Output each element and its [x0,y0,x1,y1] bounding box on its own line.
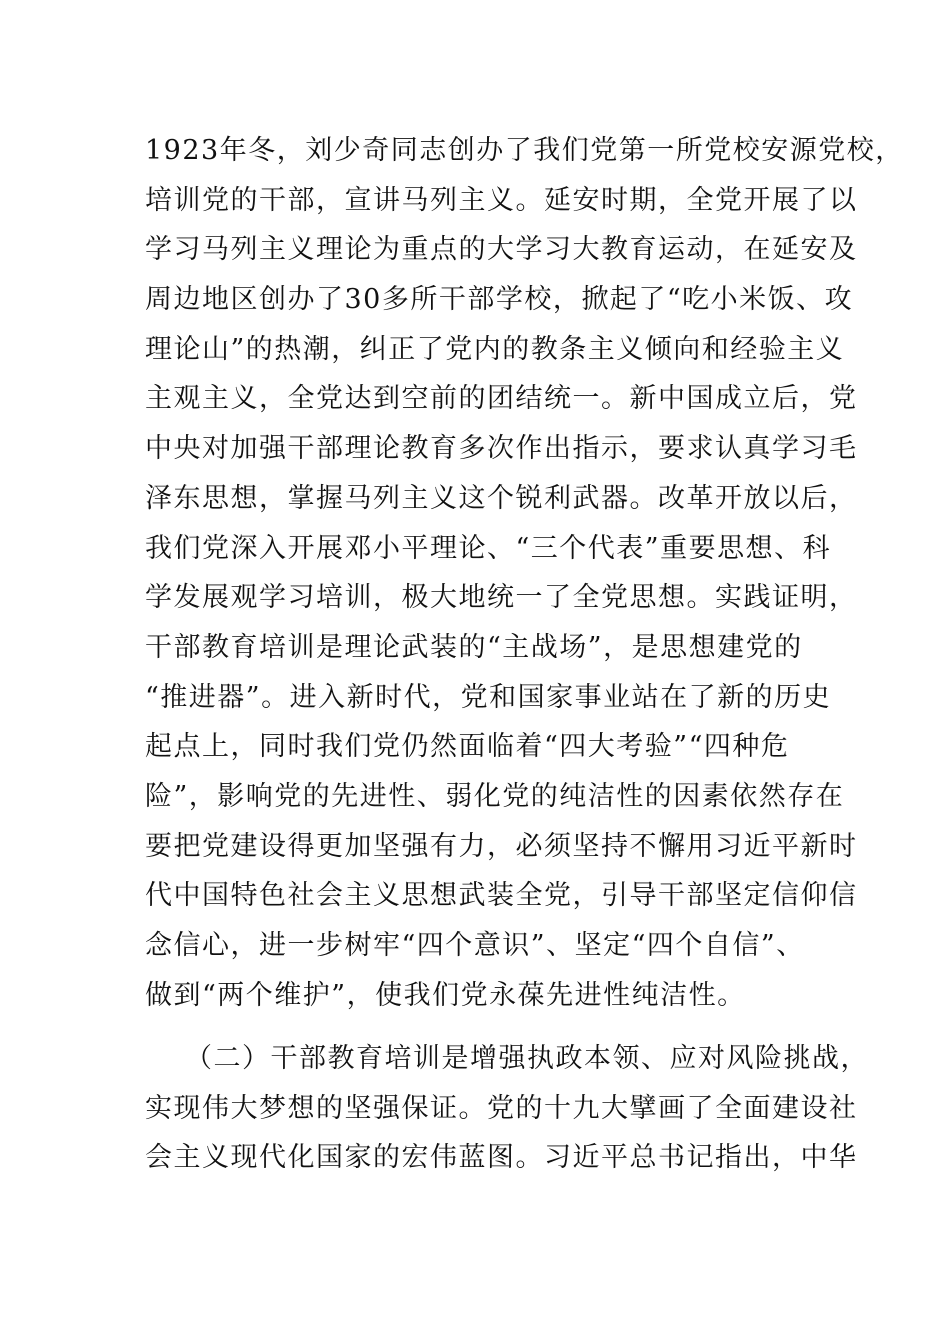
text-line: 培训党的干部，宣讲马列主义。延安时期，全党开展了以 [145,184,858,216]
text-line: 中央对加强干部理论教育多次作出指示，要求认真学习毛 [145,433,858,465]
text-line: 实现伟大梦想的坚强保证。党的十九大擘画了全面建设社 [145,1092,858,1124]
paragraph-1 [145,126,904,1020]
text-line: 干部教育培训是理论武装的“主战场”，是思想建党的 [145,631,803,663]
text-line: 主观主义，全党达到空前的团结统一。新中国成立后，党 [145,383,858,415]
text-line: 我们党深入开展邓小平理论、“三个代表”重要思想、科 [145,532,832,564]
text-line: 险”，影响党的先进性、弱化党的纯洁性的因素依然存在 [145,780,845,812]
text-line: 理论山”的热潮，纠正了党内的教条主义倾向和经验主义 [145,333,845,365]
text-line: 学习马列主义理论为重点的大学习大教育运动，在延安及 [145,234,858,266]
text-line: 会主义现代化国家的宏伟蓝图。习近平总书记指出，中华 [145,1142,858,1174]
section-heading-line: （二）干部教育培训是增强执政本领、应对风险挑战， [185,1043,869,1074]
text-line: 泽东思想，掌握马列主义这个锐利武器。改革开放以后， [145,482,858,514]
paragraph-2 [145,1034,869,1183]
text-line: 代中国特色社会主义思想武装全党，引导干部坚定信仰信 [145,880,858,912]
text-line: 念信心，进一步树牢“四个意识”、坚定“四个自信”、 [145,930,805,961]
text-line: 周边地区创办了30多所干部学校，掀起了“吃小米饭、攻 [145,284,854,316]
text-line: 做到“两个维护”，使我们党永葆先进性纯洁性。 [145,979,746,1011]
text-line: 要把党建设得更加坚强有力，必须坚持不懈用习近平新时 [145,830,858,862]
text-line: 学发展观学习培训，极大地统一了全党思想。实践证明， [145,582,858,614]
text-line: 1923年冬，刘少奇同志创办了我们党第一所党校安源党校， [145,135,904,166]
text-line: “推进器”。进入新时代，党和国家事业站在了新的历史 [145,681,832,713]
text-line: 起点上，同时我们党仍然面临着“四大考验”“四种危 [145,731,790,763]
